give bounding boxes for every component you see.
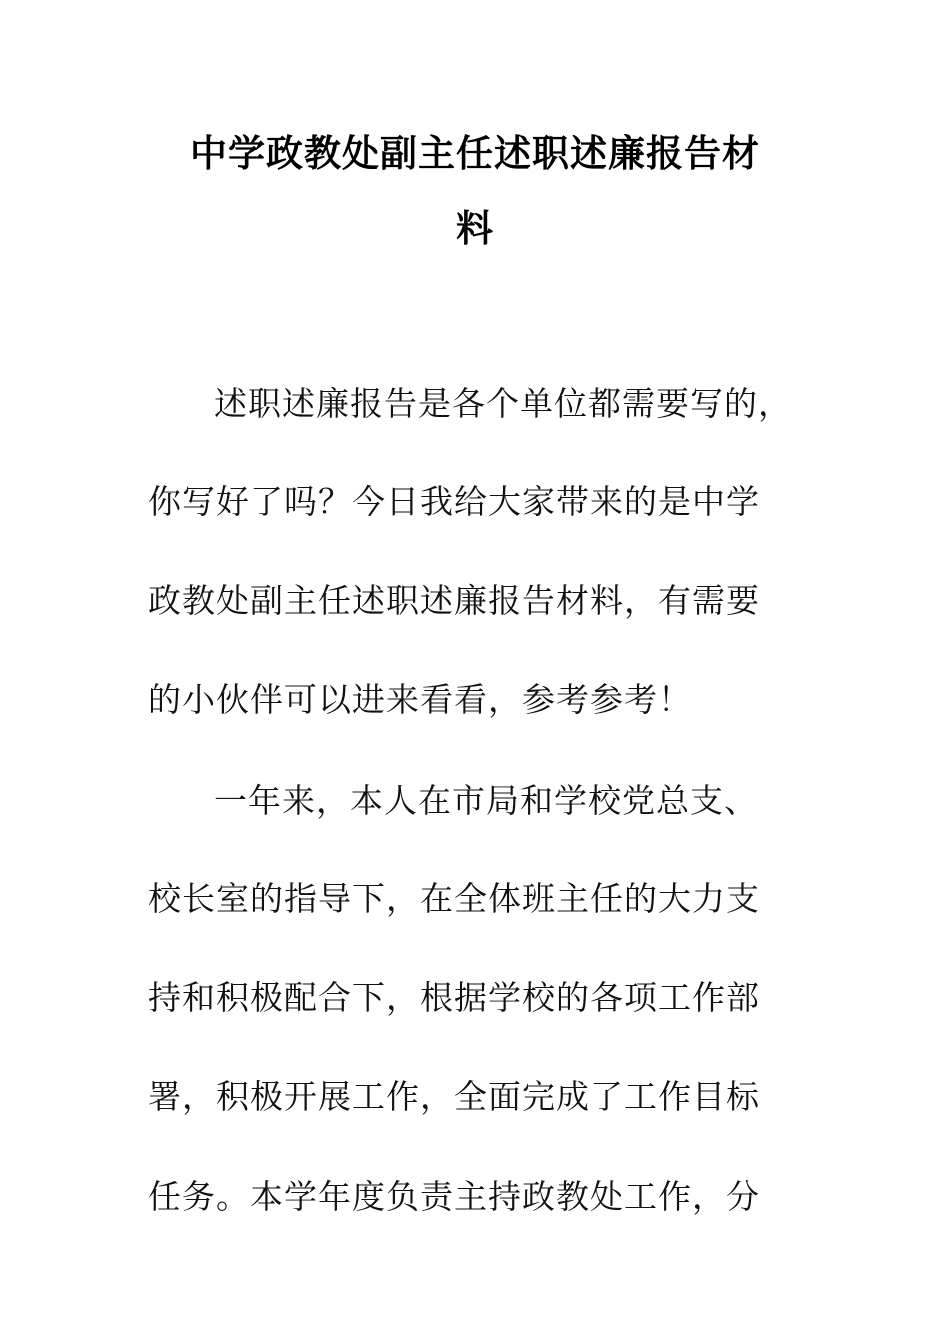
paragraph-line: 一年来，本人在市局和学校党总支、 <box>214 781 758 820</box>
paragraph-line: 署，积极开展工作，全面完成了工作目标 <box>148 1077 760 1116</box>
paragraph-line: 持和积极配合下，根据学校的各项工作部 <box>148 978 760 1017</box>
paragraph-line: 校长室的指导下，在全体班主任的大力支 <box>148 879 760 918</box>
paragraph-line: 的小伙伴可以进来看看，参考参考！ <box>148 680 692 719</box>
paragraph-line: 任务。本学年度负责主持政教处工作，分 <box>148 1177 760 1216</box>
document-title-line-2: 料 <box>456 207 494 250</box>
paragraph-line: 政教处副主任述职述廉报告材料，有需要 <box>148 581 760 620</box>
paragraph-line: 你写好了吗？今日我给大家带来的是中学 <box>148 482 760 521</box>
document-title-line-1: 中学政教处副主任述职述廉报告材 <box>190 132 760 175</box>
paragraph-line: 述职述廉报告是各个单位都需要写的， <box>214 384 792 423</box>
